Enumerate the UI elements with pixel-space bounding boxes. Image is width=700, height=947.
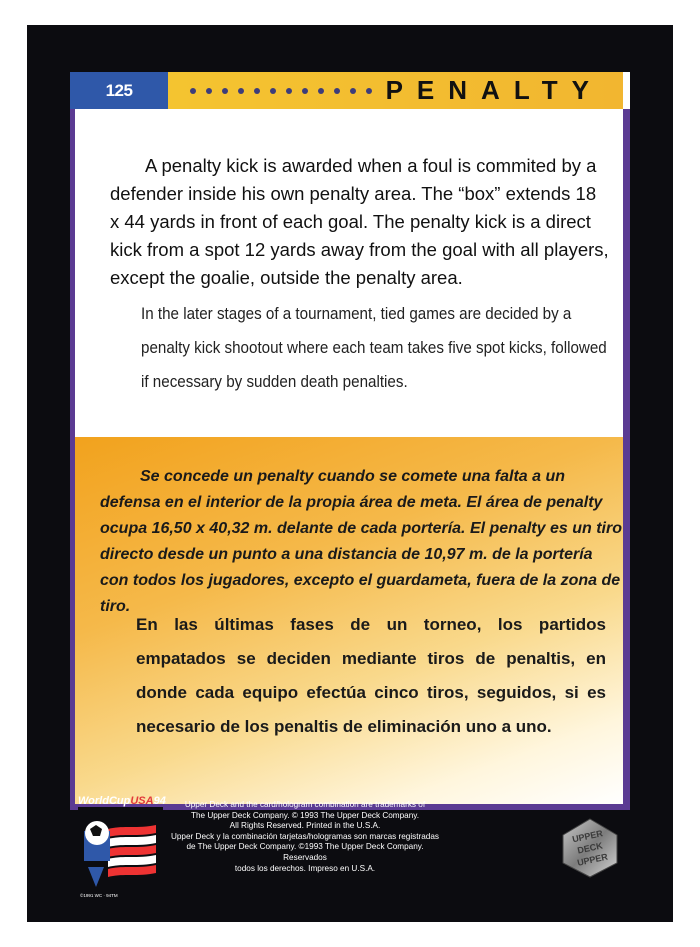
svg-text:DECK: DECK <box>576 840 604 856</box>
world-cup-logo <box>78 795 166 905</box>
frame-right <box>623 72 630 810</box>
svg-text:UPPER: UPPER <box>571 828 604 845</box>
legal-text <box>170 800 440 874</box>
legal-line: Upper Deck y la combinación tarjetas/hologramas son marcas registradas <box>170 831 440 841</box>
world-cup-emblem-icon <box>78 807 163 902</box>
spanish-paragraph-1 <box>100 464 625 620</box>
english-paragraph-2: In the later stages of a tournament, tied games are decided by a penalty kick shootout where each team takes five spot kicks, followed if necessary by sudden death penalties. <box>141 305 607 391</box>
frame-left <box>70 72 75 810</box>
legal-line: The Upper Deck Company. © 1993 The Upper Deck Company. <box>190 810 420 820</box>
title-stripe <box>168 72 623 109</box>
card-number: 125 <box>70 72 168 109</box>
spanish-paragraph-1-text: Se concede un penalty cuando se comete una falta a un defensa en el interior de la propia área de meta. El área de penalty ocupa 16,50 x 40,32 m. delante de cada portería. El penalty es un tiro directo desde un punto a una distancia de 10,97 m. de la portería con todos los jugadores, excepto el guardameta, fuera de la zona de tiro. <box>100 468 622 615</box>
card-header <box>70 72 630 109</box>
svg-text:UPPER: UPPER <box>576 851 609 868</box>
trading-card <box>27 25 673 922</box>
spanish-paragraph-2: En las últimas fases de un torneo, los partidos empatados se deciden mediante tiros de penaltis, en donde cada equipo efectúa cinco tiros, seguidos, si es necesario de los penaltis de eliminación uno a uno. <box>136 615 606 736</box>
legal-line: All Rights Reserved. Printed in the U.S.A. <box>229 821 381 831</box>
hologram-icon <box>559 817 621 879</box>
world-cup-wordmark: WorldCupUSA94 <box>78 795 166 807</box>
svg-text:©1991 WC · 94TM: ©1991 WC · 94TM <box>80 893 118 898</box>
english-paragraph-1: A penalty kick is awarded when a foul is commited by a defender inside his own penalty area. The “box” extends 18 x 44 yards in front of each goal. The penalty kick is a direct kick from a spot 12 yards away from the goal with all players, except the goalie, outside the penalty area. <box>110 155 609 288</box>
legal-line: todos los derechos. Impreso en U.S.A. <box>234 863 376 873</box>
card-title: PENALTY <box>385 75 603 105</box>
legal-line: Upper Deck and the card/hologram combination are trademarks of <box>184 800 426 809</box>
dot-leader <box>190 88 372 94</box>
legal-line: de The Upper Deck Company. ©1993 The Upper Deck Company. Reservados <box>186 842 424 862</box>
card-content-panel <box>70 72 630 810</box>
